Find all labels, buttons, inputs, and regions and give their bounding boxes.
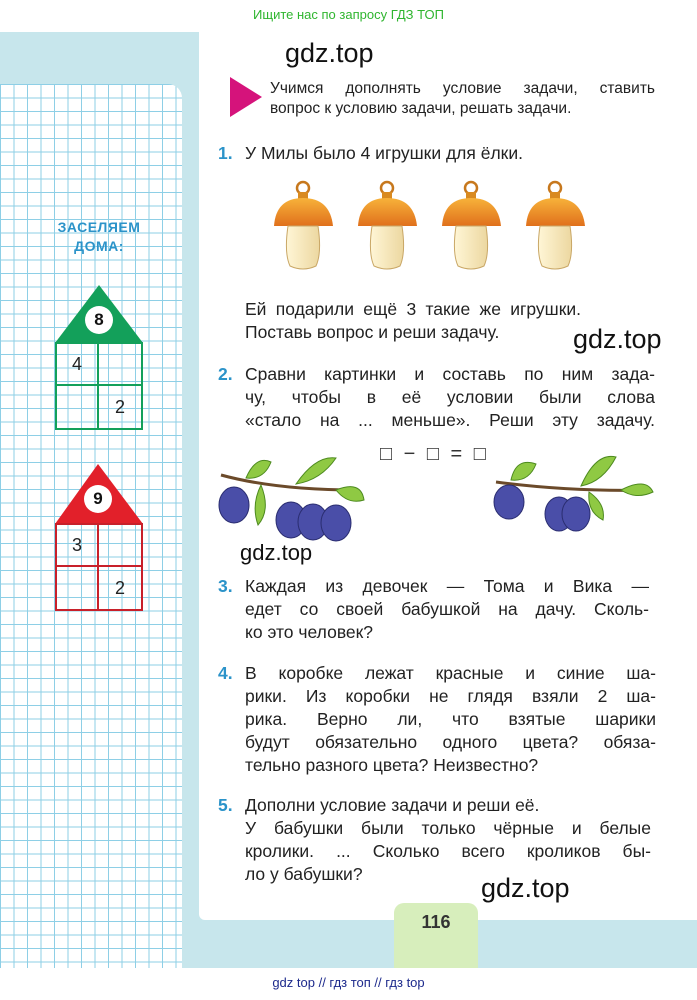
- footer: [0, 968, 697, 1000]
- sidebar-title-line2: ДОМА:: [74, 238, 124, 254]
- task-number: 3.: [218, 576, 233, 596]
- task-number: 5.: [218, 795, 233, 815]
- house-cell[interactable]: [57, 386, 99, 428]
- house-cell[interactable]: [57, 567, 99, 609]
- task-line: ко это человек?: [245, 622, 374, 642]
- task-line: Дополни условие задачи и реши её.: [245, 795, 540, 815]
- house-number: 8: [85, 306, 113, 334]
- task-line: будут обязательно одного цвета? обяза-: [245, 732, 656, 752]
- task-line: чу, чтобы в её условии были слова: [245, 387, 655, 407]
- mushroom-toy-icon: [358, 182, 417, 269]
- plum-icon: [321, 505, 351, 541]
- house-cell[interactable]: [99, 525, 141, 567]
- watermark: gdz.top: [285, 38, 374, 68]
- plum-icon: [562, 497, 590, 531]
- goal-marker-icon: [230, 77, 262, 117]
- sidebar-title: [40, 218, 158, 256]
- equation-template: □ − □ = □: [380, 443, 489, 465]
- task-number: 1.: [218, 143, 233, 163]
- plum-icon: [219, 487, 249, 523]
- mushroom-toy-icon: [442, 182, 501, 269]
- house-number: 9: [84, 485, 112, 513]
- task-line: В коробке лежат красные и синие ша-: [245, 663, 656, 683]
- house-cell[interactable]: 3: [57, 525, 99, 567]
- lesson-goal: [270, 79, 655, 119]
- task-line: Сравни картинки и составь по ним зада-: [245, 364, 655, 384]
- task-line: У бабушки были только чёрные и белые: [245, 818, 651, 838]
- house-cell[interactable]: 2: [114, 577, 125, 598]
- plum-branch-large-illustration: [216, 450, 366, 545]
- house-cells: [55, 342, 143, 430]
- mushroom-toys-illustration: [270, 178, 670, 278]
- sidebar-title-line1: ЗАСЕЛЯЕМ: [57, 219, 141, 235]
- task-line: «стало на ... меньше». Реши эту задачу.: [245, 410, 655, 430]
- mushroom-toy-icon: [274, 182, 333, 269]
- plum-branch-small-illustration: [491, 452, 656, 532]
- task-line: рика. Верно ли, что взятые шарики: [245, 709, 656, 729]
- footer-text[interactable]: gdz top // гдз топ // гдз top: [272, 975, 425, 990]
- watermark: gdz.top: [481, 873, 570, 903]
- task-line: едет со своей бабушкой на дачу. Сколь-: [245, 599, 649, 619]
- watermark: gdz.top: [240, 540, 313, 565]
- task-line: тельно разного цвета? Неизвестно?: [245, 755, 539, 775]
- task-line: У Милы было 4 игрушки для ёлки.: [245, 143, 523, 163]
- top-banner: [0, 0, 697, 32]
- page-number: 116: [421, 912, 451, 932]
- task-number: 4.: [218, 663, 233, 683]
- house-cell[interactable]: [99, 344, 141, 386]
- task-line: ло у бабушки?: [245, 864, 363, 884]
- page-number-tab: [394, 903, 478, 969]
- task-line: рики. Из коробки не глядя взяли 2 ша-: [245, 686, 656, 706]
- task-line: Каждая из девочек — Тома и Вика —: [245, 576, 649, 596]
- house-cells: [55, 523, 143, 611]
- plum-icon: [494, 485, 524, 519]
- task-line: Ей подарили ещё 3 такие же игрушки.: [245, 299, 581, 319]
- goal-line: вопрос к условию задачи, решать задачи.: [270, 100, 572, 117]
- number-house-9: [55, 464, 143, 610]
- mushroom-toy-icon: [526, 182, 585, 269]
- house-cell[interactable]: 2: [114, 396, 125, 417]
- house-cell[interactable]: 4: [57, 344, 99, 386]
- task-line: кролики. ... Сколько всего кроликов бы-: [245, 841, 651, 861]
- number-house-8: [55, 285, 143, 431]
- task-line: Поставь вопрос и реши задачу.: [245, 322, 500, 342]
- top-banner-text[interactable]: Ищите нас по запросу ГДЗ ТОП: [253, 7, 444, 22]
- watermark: gdz.top: [573, 324, 662, 354]
- goal-line: Учимся дополнять условие задачи, ставить: [270, 80, 655, 97]
- task-number: 2.: [218, 364, 233, 384]
